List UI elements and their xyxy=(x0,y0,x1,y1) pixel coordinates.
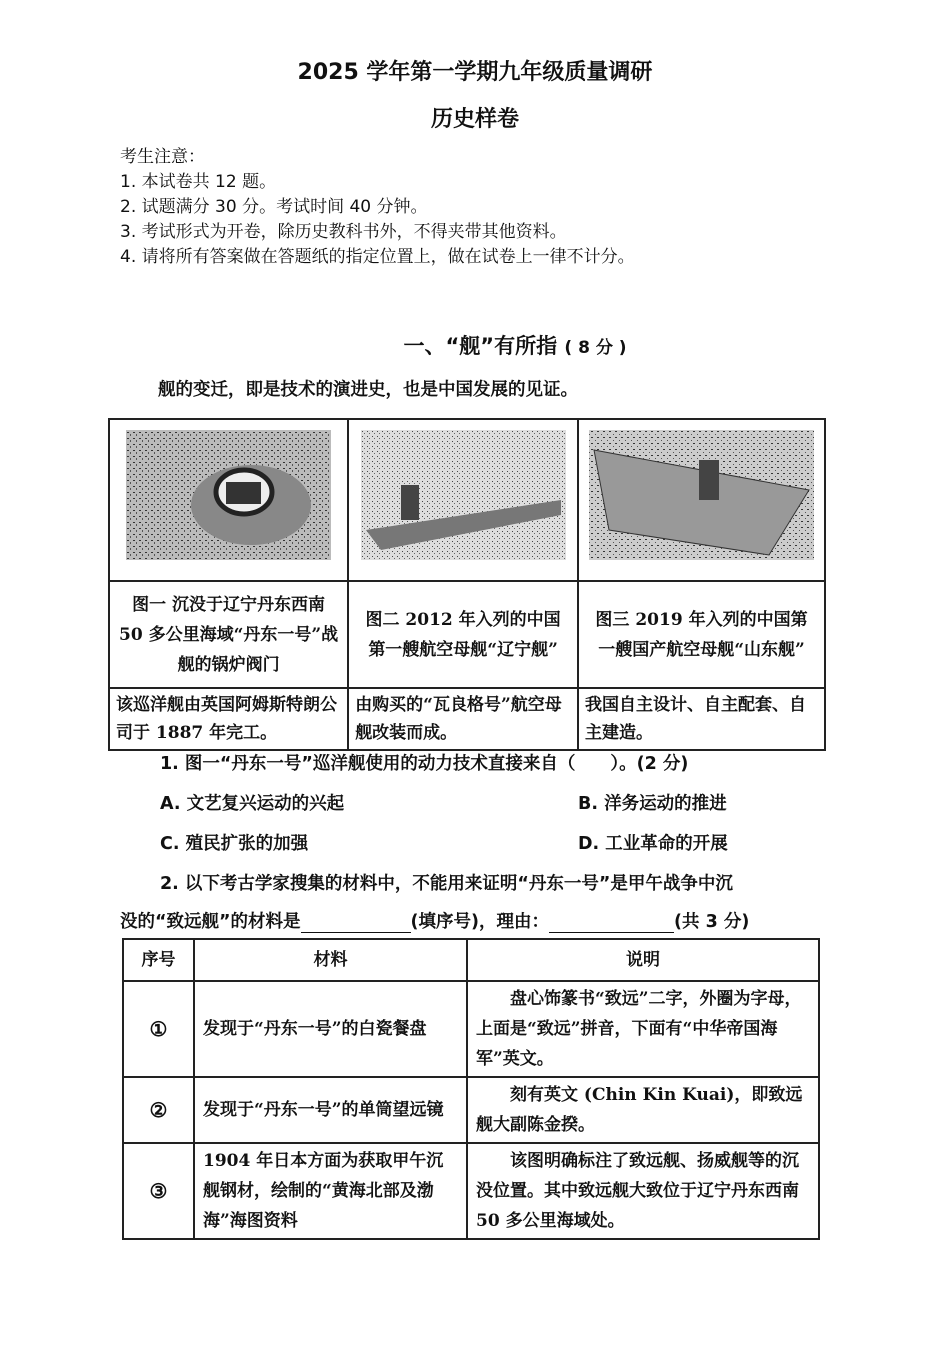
row-note: 该图明确标注了致远舰、扬威舰等的沉没位置。其中致远舰大致位于辽宁丹东西南 50 多公里海域处。 xyxy=(467,1143,819,1239)
note-item: 4. 请将所有答案做在答题纸的指定位置上，做在试卷上一律不计分。 xyxy=(120,247,635,267)
table-row xyxy=(123,1077,819,1143)
question-2-stem: 2. 以下考古学家搜集的材料中，不能用来证明“丹东一号”是甲午战争中沉 xyxy=(160,874,733,894)
question-2-stem-cont xyxy=(120,908,749,933)
figure-1-desc: 该巡洋舰由英国阿姆斯特朗公司于 1887 年完工。 xyxy=(109,688,348,750)
q2-text: (共 3 分) xyxy=(674,912,750,932)
section-intro: 舰的变迁，即是技术的演进史，也是中国发展的见证。 xyxy=(158,380,578,400)
figure-2-image xyxy=(348,419,578,581)
table-row xyxy=(123,1143,819,1239)
materials-table xyxy=(122,938,820,1240)
q1-option-b: B. 洋务运动的推进 xyxy=(578,794,727,814)
section-title xyxy=(0,330,950,360)
header-note: 说明 xyxy=(467,939,819,981)
q1-option-d: D. 工业革命的开展 xyxy=(578,834,728,854)
shandong-carrier-image xyxy=(589,430,814,560)
note-item: 3. 考试形式为开卷，除历史教科书外，不得夹带其他资料。 xyxy=(120,222,567,242)
q1-option-c: C. 殖民扩张的加强 xyxy=(160,834,309,854)
liaoning-carrier-image xyxy=(361,430,566,560)
row-number: ② xyxy=(123,1077,194,1143)
answer-blank-reason[interactable] xyxy=(549,915,674,933)
note-item: 1. 本试卷共 12 题。 xyxy=(120,172,277,192)
q2-text: (填序号)，理由： xyxy=(410,912,550,932)
note-item: 2. 试题满分 30 分。考试时间 40 分钟。 xyxy=(120,197,428,217)
header-material: 材料 xyxy=(194,939,467,981)
row-number: ① xyxy=(123,981,194,1077)
figure-1-image xyxy=(109,419,348,581)
section-score: ( 8 分 ) xyxy=(564,338,627,358)
figure-3-desc: 我国自主设计、自主配套、自主建造。 xyxy=(578,688,825,750)
boiler-valve-image xyxy=(126,430,331,560)
figure-2-desc: 由购买的“瓦良格号”航空母舰改装而成。 xyxy=(348,688,578,750)
figure-3-caption: 图三 2019 年入列的中国第一艘国产航空母舰“山东舰” xyxy=(578,581,825,688)
table-row xyxy=(123,981,819,1077)
section-title-text: 一、“舰”有所指 xyxy=(403,334,558,358)
header-number: 序号 xyxy=(123,939,194,981)
answer-blank-number[interactable] xyxy=(301,915,411,933)
row-number: ③ xyxy=(123,1143,194,1239)
figure-3-image xyxy=(578,419,825,581)
figure-2-caption: 图二 2012 年入列的中国第一艘航空母舰“辽宁舰” xyxy=(348,581,578,688)
q1-option-a: A. 文艺复兴运动的兴起 xyxy=(160,794,345,814)
figure-table xyxy=(108,418,826,751)
row-note: 刻有英文 (Chin Kin Kuai)，即致远舰大副陈金揆。 xyxy=(467,1077,819,1143)
q2-text: 没的“致远舰”的材料是 xyxy=(120,912,301,932)
exam-subtitle: 历史样卷 xyxy=(430,107,519,132)
row-material: 发现于“丹东一号”的白瓷餐盘 xyxy=(194,981,467,1077)
question-1-stem: 1. 图一“丹东一号”巡洋舰使用的动力技术直接来自（ ）。(2 分) xyxy=(160,754,689,774)
exam-title: 2025 学年第一学期九年级质量调研 xyxy=(297,60,653,85)
notes-heading: 考生注意： xyxy=(120,147,205,167)
figure-1-caption: 图一 沉没于辽宁丹东西南 50 多公里海域“丹东一号”战舰的锅炉阀门 xyxy=(109,581,348,688)
exam-notes xyxy=(120,145,635,270)
row-note: 盘心饰篆书“致远”二字，外圈为字母，上面是“致远”拼音，下面有“中华帝国海军”英文。 xyxy=(467,981,819,1077)
row-material: 发现于“丹东一号”的单筒望远镜 xyxy=(194,1077,467,1143)
row-material: 1904 年日本方面为获取甲午沉舰钢材，绘制的“黄海北部及渤海”海图资料 xyxy=(194,1143,467,1239)
